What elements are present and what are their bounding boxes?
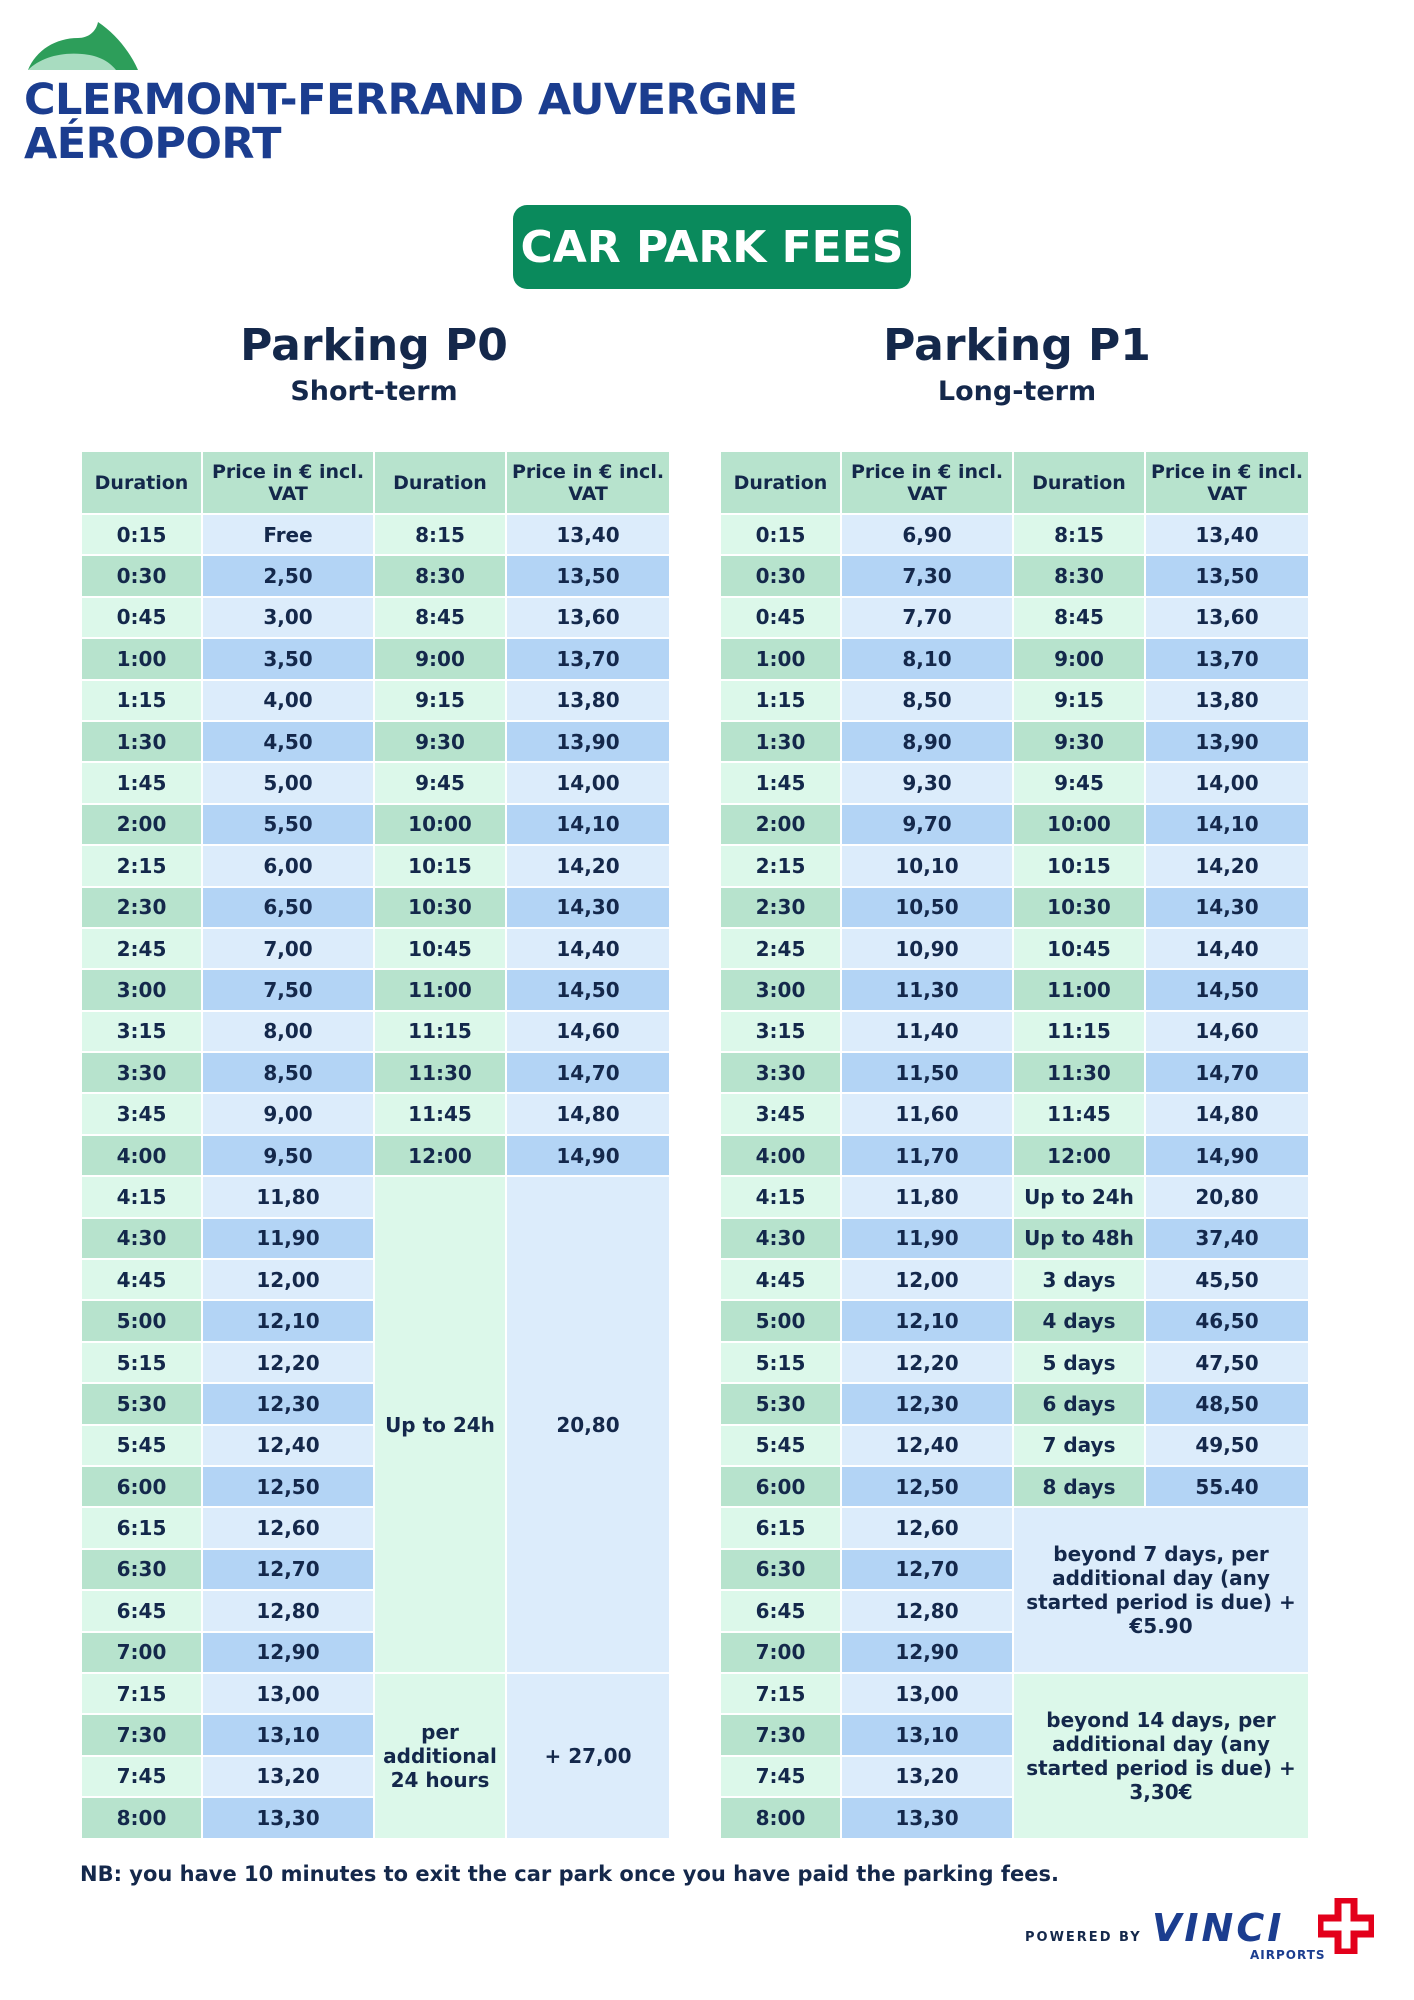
table-row	[721, 681, 1308, 720]
duration-cell: 7 days	[1014, 1426, 1144, 1465]
duration-cell: 8:15	[1014, 515, 1144, 554]
table-row	[721, 1094, 1308, 1133]
duration-cell: 6:00	[721, 1467, 840, 1506]
price-cell: 7,30	[842, 556, 1012, 595]
table-row	[721, 1053, 1308, 1092]
duration-cell: 3:00	[82, 970, 201, 1009]
duration-cell: 5:45	[82, 1426, 201, 1465]
beyond-14-days-note-cell: beyond 14 days, per additional day (any started period is due) + 3,30€	[1014, 1674, 1308, 1838]
price-cell: 11,90	[203, 1219, 373, 1258]
price-cell: 14,10	[1146, 805, 1308, 844]
table-row	[721, 1426, 1308, 1465]
duration-cell: 10:30	[375, 888, 505, 927]
duration-cell: 5:30	[82, 1384, 201, 1423]
price-cell: 37,40	[1146, 1219, 1308, 1258]
price-cell: 14,70	[507, 1053, 669, 1092]
price-cell: 14,20	[507, 846, 669, 885]
duration-cell: 6:45	[721, 1591, 840, 1630]
table-row	[82, 1674, 669, 1713]
price-cell: 8,50	[842, 681, 1012, 720]
duration-cell: 9:30	[1014, 722, 1144, 761]
price-cell: 12,30	[842, 1384, 1012, 1423]
price-cell: 13,10	[842, 1715, 1012, 1754]
table-row	[721, 515, 1308, 554]
column-header-price: Price in € incl. VAT	[507, 452, 669, 513]
parking-p0-heading	[174, 318, 574, 410]
up-to-24h-price-cell: 20,80	[507, 1177, 669, 1672]
table-row	[82, 888, 669, 927]
duration-cell: 1:00	[82, 639, 201, 678]
price-cell: 13,30	[203, 1798, 373, 1837]
airport-name-line2: AÉROPORT	[24, 119, 281, 169]
duration-cell: 8:30	[375, 556, 505, 595]
price-cell: 12,10	[203, 1301, 373, 1340]
table-row	[721, 722, 1308, 761]
table-row	[721, 556, 1308, 595]
table-row	[721, 1508, 1308, 1547]
price-cell: 14,40	[1146, 929, 1308, 968]
price-cell: 12,40	[842, 1426, 1012, 1465]
price-cell: 12,60	[203, 1508, 373, 1547]
duration-cell: 11:30	[1014, 1053, 1144, 1092]
table-row	[721, 805, 1308, 844]
price-cell: 11,30	[842, 970, 1012, 1009]
duration-cell: 7:45	[721, 1757, 840, 1796]
duration-cell: 9:15	[375, 681, 505, 720]
price-cell: 13,80	[1146, 681, 1308, 720]
table-row	[82, 722, 669, 761]
table-row	[721, 846, 1308, 885]
price-cell: 6,50	[203, 888, 373, 927]
table-row	[82, 639, 669, 678]
price-cell: 13,70	[1146, 639, 1308, 678]
price-cell: 12,00	[203, 1260, 373, 1299]
duration-cell: 2:30	[721, 888, 840, 927]
duration-cell: 10:15	[375, 846, 505, 885]
price-cell: 7,70	[842, 598, 1012, 637]
price-cell: 12,60	[842, 1508, 1012, 1547]
parking-p0-title: Parking P0	[240, 320, 508, 371]
duration-cell: 7:15	[721, 1674, 840, 1713]
duration-cell: 1:15	[721, 681, 840, 720]
duration-cell: 3:45	[82, 1094, 201, 1133]
duration-cell: 0:30	[82, 556, 201, 595]
duration-cell: 9:45	[1014, 763, 1144, 802]
duration-cell: 3:00	[721, 970, 840, 1009]
price-cell: Free	[203, 515, 373, 554]
price-cell: 13,10	[203, 1715, 373, 1754]
price-cell: 14,00	[1146, 763, 1308, 802]
duration-cell: 8:00	[721, 1798, 840, 1837]
price-cell: 11,40	[842, 1012, 1012, 1051]
duration-cell: 3:15	[82, 1012, 201, 1051]
price-cell: 47,50	[1146, 1343, 1308, 1382]
price-cell: 12,80	[842, 1591, 1012, 1630]
table-row	[721, 639, 1308, 678]
duration-cell: 6:15	[721, 1508, 840, 1547]
table-row	[721, 763, 1308, 802]
table-row	[721, 1177, 1308, 1216]
price-cell: 14,70	[1146, 1053, 1308, 1092]
column-header-duration: Duration	[375, 452, 505, 513]
column-header-price: Price in € incl. VAT	[1146, 452, 1308, 513]
duration-cell: 4:45	[82, 1260, 201, 1299]
price-cell: 4,50	[203, 722, 373, 761]
duration-cell: 8:45	[1014, 598, 1144, 637]
duration-cell: 3:30	[82, 1053, 201, 1092]
price-cell: 11,80	[203, 1177, 373, 1216]
price-cell: 13,20	[842, 1757, 1012, 1796]
price-cell: 11,50	[842, 1053, 1012, 1092]
price-cell: 8,00	[203, 1012, 373, 1051]
duration-cell: 6:30	[82, 1550, 201, 1589]
duration-cell: 12:00	[1014, 1136, 1144, 1175]
duration-cell: 5:00	[721, 1301, 840, 1340]
duration-cell: 4:15	[721, 1177, 840, 1216]
duration-cell: 5:15	[82, 1343, 201, 1382]
parking-p1-fee-table	[719, 450, 1310, 1840]
price-cell: 7,00	[203, 929, 373, 968]
price-cell: 13,00	[842, 1674, 1012, 1713]
price-cell: 14,30	[1146, 888, 1308, 927]
price-cell: 13,40	[507, 515, 669, 554]
table-row	[82, 1012, 669, 1051]
price-cell: 14,90	[507, 1136, 669, 1175]
table-row	[721, 1467, 1308, 1506]
price-cell: 8,10	[842, 639, 1012, 678]
duration-cell: 2:00	[82, 805, 201, 844]
duration-cell: 3:15	[721, 1012, 840, 1051]
duration-cell: 11:45	[375, 1094, 505, 1133]
table-row	[721, 1136, 1308, 1175]
table-row	[82, 805, 669, 844]
price-cell: 3,50	[203, 639, 373, 678]
price-cell: 10,50	[842, 888, 1012, 927]
table-row	[721, 1012, 1308, 1051]
duration-cell: 5 days	[1014, 1343, 1144, 1382]
duration-cell: 2:15	[82, 846, 201, 885]
car-park-fees-badge: CAR PARK FEES	[513, 205, 911, 289]
price-cell: 13,50	[1146, 556, 1308, 595]
duration-cell: 4:00	[721, 1136, 840, 1175]
price-cell: 14,80	[507, 1094, 669, 1133]
up-to-24h-duration-cell: Up to 24h	[375, 1177, 505, 1672]
price-cell: 13,70	[507, 639, 669, 678]
duration-cell: 11:15	[1014, 1012, 1144, 1051]
table-row	[82, 929, 669, 968]
price-cell: 48,50	[1146, 1384, 1308, 1423]
airport-logo-icon	[26, 20, 141, 72]
duration-cell: 9:15	[1014, 681, 1144, 720]
duration-cell: 10:45	[1014, 929, 1144, 968]
price-cell: 14,10	[507, 805, 669, 844]
parking-p1-title: Parking P1	[883, 320, 1151, 371]
price-cell: 11,60	[842, 1094, 1012, 1133]
duration-cell: 7:30	[82, 1715, 201, 1754]
duration-cell: 7:00	[721, 1633, 840, 1672]
airport-name	[24, 75, 798, 169]
price-cell: 4,00	[203, 681, 373, 720]
duration-cell: 4:00	[82, 1136, 201, 1175]
duration-cell: 3 days	[1014, 1260, 1144, 1299]
price-cell: 13,60	[1146, 598, 1308, 637]
duration-cell: 2:45	[721, 929, 840, 968]
price-cell: 13,40	[1146, 515, 1308, 554]
column-header-duration: Duration	[721, 452, 840, 513]
price-cell: 5,00	[203, 763, 373, 802]
price-cell: 3,00	[203, 598, 373, 637]
duration-cell: 1:00	[721, 639, 840, 678]
price-cell: 13,30	[842, 1798, 1012, 1837]
table-row	[721, 1301, 1308, 1340]
exit-time-note: NB: you have 10 minutes to exit the car park once you have paid the parking fees.	[80, 1862, 1059, 1886]
price-cell: 6,00	[203, 846, 373, 885]
table-row	[82, 515, 669, 554]
duration-cell: 2:30	[82, 888, 201, 927]
duration-cell: Up to 24h	[1014, 1177, 1144, 1216]
column-header-price: Price in € incl. VAT	[842, 452, 1012, 513]
duration-cell: 9:45	[375, 763, 505, 802]
duration-cell: 5:00	[82, 1301, 201, 1340]
price-cell: 14,50	[1146, 970, 1308, 1009]
price-cell: 14,30	[507, 888, 669, 927]
price-cell: 5,50	[203, 805, 373, 844]
table-row	[721, 598, 1308, 637]
duration-cell: 11:15	[375, 1012, 505, 1051]
price-cell: 7,50	[203, 970, 373, 1009]
duration-cell: 10:00	[1014, 805, 1144, 844]
duration-cell: 4:15	[82, 1177, 201, 1216]
vinci-brand-logo: VINCI	[1152, 1906, 1285, 1950]
price-cell: 45,50	[1146, 1260, 1308, 1299]
price-cell: 12,70	[203, 1550, 373, 1589]
duration-cell: 9:00	[375, 639, 505, 678]
duration-cell: 4:45	[721, 1260, 840, 1299]
duration-cell: 0:45	[82, 598, 201, 637]
duration-cell: 7:30	[721, 1715, 840, 1754]
price-cell: 9,70	[842, 805, 1012, 844]
parking-p0-subtitle: Short-term	[290, 376, 458, 407]
duration-cell: 10:45	[375, 929, 505, 968]
price-cell: 10,90	[842, 929, 1012, 968]
duration-cell: 0:30	[721, 556, 840, 595]
duration-cell: 2:00	[721, 805, 840, 844]
powered-by-label: POWERED BY	[1025, 1930, 1142, 1945]
duration-cell: 9:00	[1014, 639, 1144, 678]
table-row	[82, 598, 669, 637]
duration-cell: 6:45	[82, 1591, 201, 1630]
table-row	[82, 970, 669, 1009]
price-cell: 8,50	[203, 1053, 373, 1092]
price-cell: 9,30	[842, 763, 1012, 802]
duration-cell: 4:30	[82, 1219, 201, 1258]
parking-p0-fee-table	[80, 450, 671, 1840]
price-cell: 14,90	[1146, 1136, 1308, 1175]
column-header-price: Price in € incl. VAT	[203, 452, 373, 513]
duration-cell: 11:00	[375, 970, 505, 1009]
price-cell: 2,50	[203, 556, 373, 595]
duration-cell: Up to 48h	[1014, 1219, 1144, 1258]
price-cell: 20,80	[1146, 1177, 1308, 1216]
price-cell: 14,00	[507, 763, 669, 802]
duration-cell: 6:30	[721, 1550, 840, 1589]
price-cell: 8,90	[842, 722, 1012, 761]
price-cell: 12,20	[203, 1343, 373, 1382]
duration-cell: 11:30	[375, 1053, 505, 1092]
price-cell: 9,50	[203, 1136, 373, 1175]
duration-cell: 7:00	[82, 1633, 201, 1672]
price-cell: 13,90	[1146, 722, 1308, 761]
table-row	[721, 888, 1308, 927]
price-cell: 12,90	[203, 1633, 373, 1672]
price-cell: 12,90	[842, 1633, 1012, 1672]
additional-24h-duration-cell: per additional 24 hours	[375, 1674, 505, 1838]
duration-cell: 1:30	[721, 722, 840, 761]
price-cell: 14,60	[507, 1012, 669, 1051]
duration-cell: 0:15	[721, 515, 840, 554]
price-cell: 49,50	[1146, 1426, 1308, 1465]
price-cell: 13,20	[203, 1757, 373, 1796]
duration-cell: 10:00	[375, 805, 505, 844]
table-row	[721, 1384, 1308, 1423]
price-cell: 11,70	[842, 1136, 1012, 1175]
duration-cell: 5:45	[721, 1426, 840, 1465]
duration-cell: 4 days	[1014, 1301, 1144, 1340]
duration-cell: 6 days	[1014, 1384, 1144, 1423]
table-row	[82, 681, 669, 720]
price-cell: 9,00	[203, 1094, 373, 1133]
table-row	[82, 556, 669, 595]
table-row	[721, 1343, 1308, 1382]
price-cell: 14,50	[507, 970, 669, 1009]
airport-name-line1: CLERMONT-FERRAND AUVERGNE	[24, 75, 798, 125]
duration-cell: 0:15	[82, 515, 201, 554]
table-row	[82, 1177, 669, 1216]
table-row	[82, 763, 669, 802]
duration-cell: 4:30	[721, 1219, 840, 1258]
table-row	[82, 1053, 669, 1092]
duration-cell: 2:45	[82, 929, 201, 968]
price-cell: 12,30	[203, 1384, 373, 1423]
price-cell: 14,60	[1146, 1012, 1308, 1051]
duration-cell: 7:15	[82, 1674, 201, 1713]
column-header-duration: Duration	[1014, 452, 1144, 513]
duration-cell: 8 days	[1014, 1467, 1144, 1506]
duration-cell: 7:45	[82, 1757, 201, 1796]
price-cell: 6,90	[842, 515, 1012, 554]
duration-cell: 11:45	[1014, 1094, 1144, 1133]
duration-cell: 2:15	[721, 846, 840, 885]
price-cell: 12,10	[842, 1301, 1012, 1340]
table-row	[721, 929, 1308, 968]
table-header-row	[82, 452, 669, 513]
price-cell: 13,90	[507, 722, 669, 761]
table-row	[721, 970, 1308, 1009]
duration-cell: 8:45	[375, 598, 505, 637]
additional-24h-price-cell: + 27,00	[507, 1674, 669, 1838]
price-cell: 12,20	[842, 1343, 1012, 1382]
duration-cell: 10:30	[1014, 888, 1144, 927]
duration-cell: 3:45	[721, 1094, 840, 1133]
price-cell: 14,20	[1146, 846, 1308, 885]
beyond-7-days-note-cell: beyond 7 days, per additional day (any started period is due) + €5.90	[1014, 1508, 1308, 1672]
table-row	[721, 1219, 1308, 1258]
duration-cell: 12:00	[375, 1136, 505, 1175]
price-cell: 13,50	[507, 556, 669, 595]
table-row	[82, 1136, 669, 1175]
duration-cell: 9:30	[375, 722, 505, 761]
duration-cell: 11:00	[1014, 970, 1144, 1009]
price-cell: 12,40	[203, 1426, 373, 1465]
duration-cell: 8:15	[375, 515, 505, 554]
price-cell: 55.40	[1146, 1467, 1308, 1506]
parking-p1-subtitle: Long-term	[937, 376, 1097, 407]
duration-cell: 8:00	[82, 1798, 201, 1837]
duration-cell: 10:15	[1014, 846, 1144, 885]
price-cell: 12,80	[203, 1591, 373, 1630]
duration-cell: 1:30	[82, 722, 201, 761]
price-cell: 11,80	[842, 1177, 1012, 1216]
column-header-duration: Duration	[82, 452, 201, 513]
price-cell: 14,40	[507, 929, 669, 968]
price-cell: 46,50	[1146, 1301, 1308, 1340]
duration-cell: 1:45	[82, 763, 201, 802]
price-cell: 12,00	[842, 1260, 1012, 1299]
duration-cell: 5:15	[721, 1343, 840, 1382]
price-cell: 10,10	[842, 846, 1012, 885]
price-cell: 13,80	[507, 681, 669, 720]
parking-p1-heading	[817, 318, 1217, 410]
table-row	[82, 1094, 669, 1133]
duration-cell: 1:45	[721, 763, 840, 802]
price-cell: 13,00	[203, 1674, 373, 1713]
price-cell: 12,70	[842, 1550, 1012, 1589]
vinci-cross-icon	[1318, 1898, 1374, 1954]
price-cell: 11,90	[842, 1219, 1012, 1258]
table-row	[82, 846, 669, 885]
duration-cell: 6:00	[82, 1467, 201, 1506]
duration-cell: 3:30	[721, 1053, 840, 1092]
price-cell: 14,80	[1146, 1094, 1308, 1133]
vinci-airports-label: AIRPORTS	[1250, 1948, 1326, 1962]
duration-cell: 0:45	[721, 598, 840, 637]
duration-cell: 8:30	[1014, 556, 1144, 595]
table-row	[721, 1260, 1308, 1299]
price-cell: 12,50	[842, 1467, 1012, 1506]
table-header-row	[721, 452, 1308, 513]
duration-cell: 6:15	[82, 1508, 201, 1547]
table-row	[721, 1674, 1308, 1713]
price-cell: 13,60	[507, 598, 669, 637]
price-cell: 12,50	[203, 1467, 373, 1506]
duration-cell: 1:15	[82, 681, 201, 720]
duration-cell: 5:30	[721, 1384, 840, 1423]
